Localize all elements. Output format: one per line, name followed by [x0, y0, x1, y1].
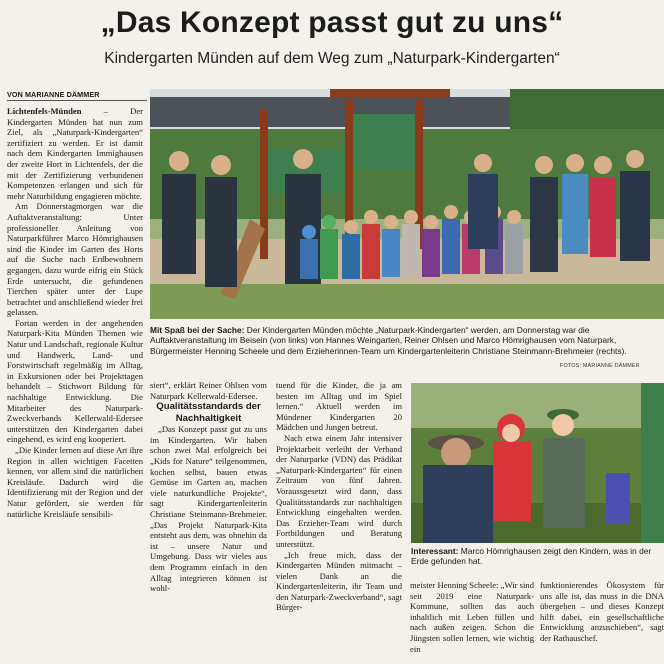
caption-text: Marco Hömrighausen zeigt den Kindern, was in der Erde gefunden hat. [411, 546, 652, 567]
paragraph-text: – Der Kindergarten Münden hat nun zum Ziel, als „Naturpark-Kindergarten“ zertifiziert zu werden. Er ist damit nach dem Kindergarten Immighausen der zweite Hort in Lichtenfels, der die mit der Zertifizierung verbundenen Kompetenzen erlangen und sich für mehr Naturbildung engagieren möchte. [7, 106, 143, 201]
section-subtitle: Qualitätsstandards der Nachhaltigkeit [156, 401, 261, 424]
main-photo [150, 89, 664, 319]
paragraph: meister Henning Scheele: „Wir sind seit 2019 eine Naturpark-Kommune, sollten das auch inhaltlich mit Leben füllen und nach außen zeigen. Schon die Jüngsten sollen lernen, wie wichtig ein [410, 580, 534, 654]
byline-divider [7, 100, 147, 101]
photo-credit: FOTOS: MARIANNE DÄMMER [560, 363, 640, 369]
paragraph: funktionierendes Ökosystem für uns alle ist, das muss in die DNA übergehen – und dieses Konzept hilft dabei, ein gesellschaftliche Entwicklung anzuschieben“, sagt der Rathauschef. [540, 580, 664, 643]
paragraph: Am Donnerstagmorgen war die Auftaktveranstaltung: Unter professioneller Anleitung von Naturparkführer Marco Hömrighausen sind die Kinder im Garten des Horts auf die Suche nach Erdbewohnern gegangen, dazu wurde eifrig ein Stück Erde untersucht, die gefundenen Tierchen später unter der Lupe betrachtet und anschließend wieder frei gelassen. [7, 201, 143, 318]
caption-lead: Interessant: [411, 546, 459, 556]
paragraph: tuend für die Kinder, die ja am besten im Alltag und im Spiel lernen.“ Aktuell werden im Mündener Kindergarten 20 Mädchen und Jungen betreut. [276, 380, 402, 433]
caption-lead: Mit Spaß bei der Sache: [150, 325, 245, 335]
paragraph: „Ich freue mich, dass der Kindergarten Münden mitmacht – vielen Dank an die Kindergartenleiterin, ihr Team und den Naturpark-Zweckverband“, sagt Bürger- [276, 549, 402, 613]
caption-text: Der Kindergarten Münden möchte „Naturpark-Kindergarten“ werden, am Donnerstag war die Auftaktveranstaltung im Beisein (von links) von Hannes Weingarten, Reiner Ohlsen und Marco Hömrighausen vom Naturpark, Bürgermeister Henning Scheele und dem Erzieherinnen-Team um Kindergartenleiterin Christiane Steinmann-Brehmeier (rechts). [150, 325, 627, 356]
paragraph: „Das Konzept passt gut zu uns im Kindergarten. Wir haben schon zwei Mal erfolgreich bei „Kids for Nature“ teilgenommen, kochen selbst, bauen etwas Gemüse im Garten an, machen viele naturkundliche Projekte“, sagt Kindergartenleiterin Christiane Steinmann-Brehmeier. „Das Projekt Naturpark-Kita entsteht aus dem, was ohnehin da ist – unsere Natur und Umgebung. Dass wir vieles aus dem Programm einfach in den Alltag integrieren können ist wohl- [150, 424, 267, 594]
paragraph: Nach etwa einem Jahr intensiver Projektarbeit verleiht der Verband der Naturparke (VDN) das Prädikat „Naturpark-Kindergarten“ für einen Zeitraum von fünf Jahren. Voraussgesetzt wird dann, dass Qualitätsstandards zur nachhaltigen Entwicklung eingehalten werden. Das Erzieher-Team wird durch Fortbildungen und Beratung unterstützt. [276, 432, 402, 549]
article-column-4 [410, 580, 534, 664]
paragraph [7, 106, 143, 201]
dateline: Lichtenfels-Münden [7, 106, 82, 116]
secondary-photo [411, 383, 664, 543]
children-soil-photo-illustration [411, 383, 664, 543]
headline: „Das Konzept passt gut zu uns“ [100, 6, 564, 39]
subheadline: Kindergarten Münden auf dem Weg zum „Naturpark-Kindergarten“ [104, 50, 560, 67]
article-column-3 [276, 380, 402, 662]
paragraph: „Die Kinder lernen auf diese Art ihre Region in allen wichtigen Facetten kennen, vor allem sind die natürlichen Kreisläufe. Dadurch wird die Identifizierung mit der Region und der Natur gefördert, sie werden für natürliche Kreisläufe sensibili- [7, 445, 143, 519]
group-photo-illustration [150, 89, 664, 319]
byline: VON MARIANNE DÄMMER [7, 90, 100, 99]
paragraph: Fortan werden in der angehenden Naturpark-Kita Münden Themen wie Natur und Landschaft, regionale Kultur und Handwerk, Land- und Forstwirtschaft regelmäßig im Alltag, in Exkursionen oder bei Projekttagen behandelt – Stichwort Bildung für nachhaltige Entwicklung. Die Mitarbeiter des Naturpark-Zweckverbands Kellerwald-Edersee unterstützen den Kindergarten dabei eingehend, es wird eng kooperiert. [7, 317, 143, 445]
article-column-2 [150, 380, 267, 662]
main-photo-caption [150, 325, 662, 356]
article-column-1 [7, 106, 143, 662]
secondary-photo-caption [411, 546, 664, 567]
paragraph: siert“, erklärt Reiner Ohlsen vom Naturpark Kellerwald-Edersee. [150, 380, 267, 401]
article-column-5 [540, 580, 664, 664]
